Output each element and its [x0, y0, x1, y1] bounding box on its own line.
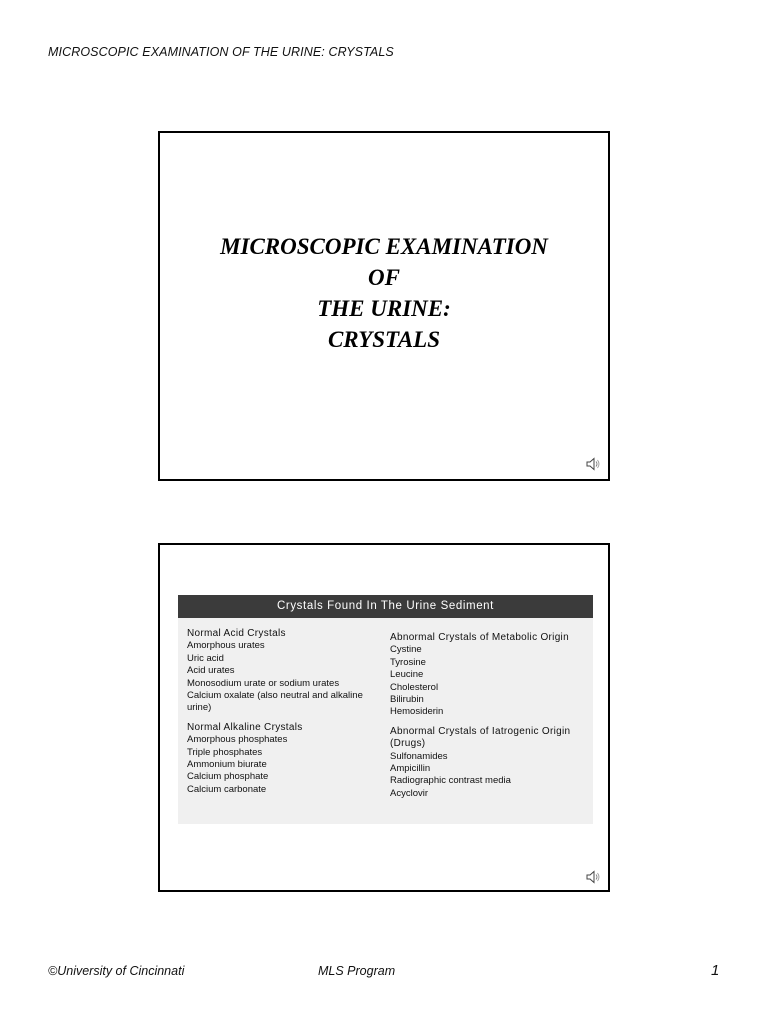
group-title: Normal Alkaline Crystals [187, 721, 303, 733]
list-item: Cholesterol [390, 681, 439, 693]
list-item: Ammonium biurate [187, 759, 267, 771]
page-header-title: MICROSCOPIC EXAMINATION OF THE URINE: CRYSTALS [48, 45, 394, 59]
group-title: Normal Acid Crystals [187, 628, 286, 639]
list-item: Triple phosphates [187, 746, 263, 758]
crystal-group [187, 722, 375, 796]
speaker-icon[interactable] [585, 869, 601, 885]
table-header: Crystals Found In The Urine Sediment [178, 595, 593, 618]
list-item: Amorphous urates [187, 640, 265, 652]
crystal-group [187, 628, 375, 715]
crystals-table [178, 595, 593, 824]
title-line: MICROSCOPIC EXAMINATION [220, 234, 548, 259]
crystal-group [390, 632, 590, 719]
group-title: Abnormal Crystals of Iatrogenic Origin (Drugs) [390, 725, 571, 750]
list-item: Cystine [390, 644, 422, 656]
list-item: Acid urates [187, 665, 235, 677]
right-column [390, 632, 590, 807]
footer-program: MLS Program [318, 964, 396, 978]
page-number: 1 [711, 962, 720, 979]
slide-crystals-table [158, 543, 610, 892]
list-item: Hemosiderin [390, 706, 444, 718]
list-item: Acyclovir [390, 787, 429, 799]
slide-title-text [160, 231, 608, 355]
list-item: Leucine [390, 669, 424, 681]
list-item: Tyrosine [390, 656, 426, 668]
list-item: Calcium carbonate [187, 783, 267, 795]
group-title: Abnormal Crystals of Metabolic Origin [390, 632, 569, 643]
slide-title [158, 131, 610, 481]
list-item: Radiographic contrast media [390, 775, 511, 787]
list-item: Calcium oxalate (also neutral and alkaline urine) [187, 690, 363, 714]
footer-copyright: ©University of Cincinnati [48, 964, 185, 978]
list-item: Bilirubin [390, 694, 424, 706]
list-item: Ampicillin [390, 763, 431, 775]
list-item: Calcium phosphate [187, 771, 269, 783]
list-item: Uric acid [187, 652, 224, 664]
title-line: CRYSTALS [327, 327, 441, 352]
left-column [187, 628, 375, 803]
list-item: Monosodium urate or sodium urates [187, 677, 340, 689]
list-item: Amorphous phosphates [187, 734, 288, 746]
speaker-icon[interactable] [585, 456, 601, 472]
list-item: Sulfonamides [390, 750, 448, 762]
title-line: OF [368, 265, 400, 290]
title-line: THE URINE: [317, 296, 451, 321]
crystal-group [390, 726, 590, 800]
